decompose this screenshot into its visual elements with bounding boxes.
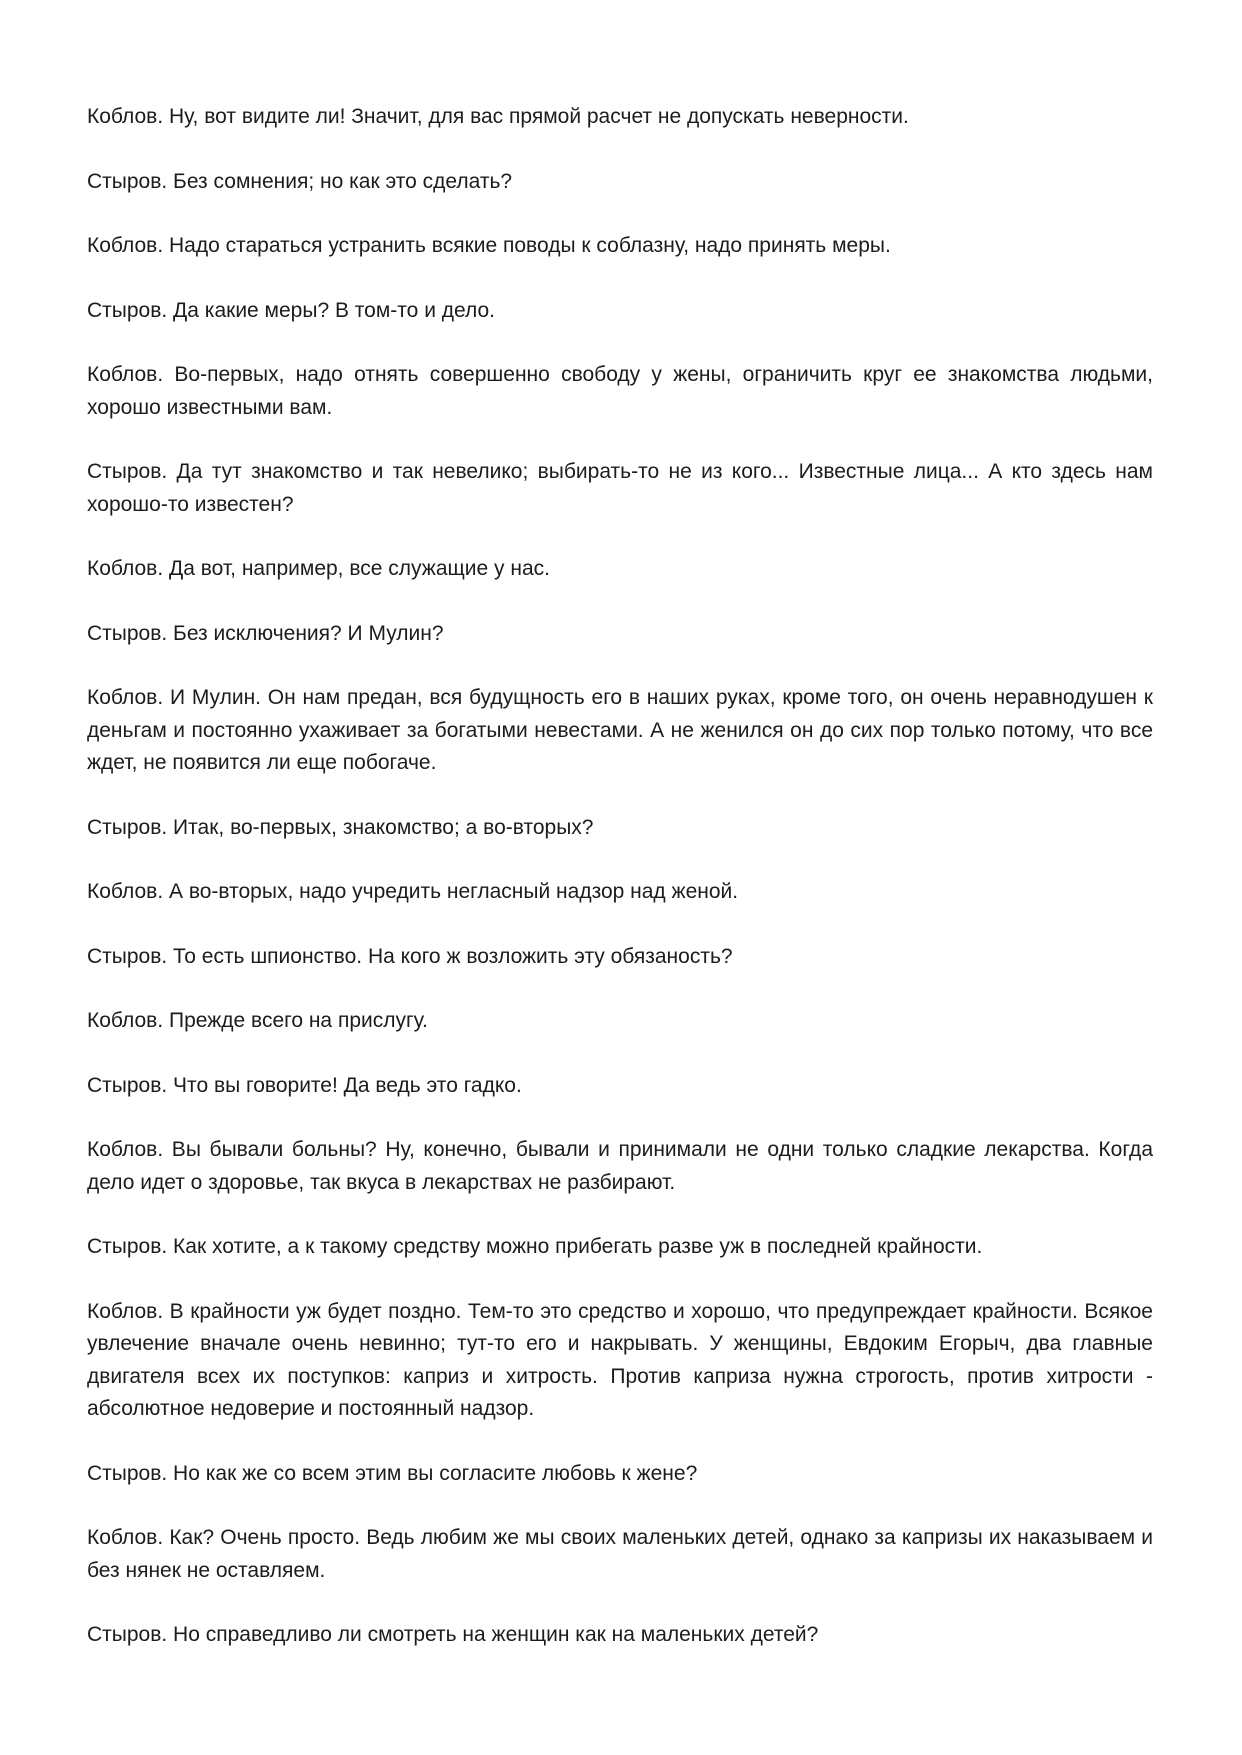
dialogue-paragraph: Коблов. Надо стараться устранить всякие поводы к соблазну, надо принять меры. — [87, 234, 891, 257]
dialogue-paragraph: Коблов. Ну, вот видите ли! Значит, для вас прямой расчет не допускать неверности. — [87, 105, 909, 128]
dialogue-paragraph: Коблов. И Мулин. Он нам предан, вся будущность его в наших руках, кроме того, он очень неравнодушен к деньгам и постоянно ухаживает за богатыми невестами. А не женился он до сих пор только потому, что все ждет, не появится ли еще побогаче. — [87, 686, 1153, 774]
dialogue-paragraph: Стыров. Как хотите, а к такому средству можно прибегать разве уж в последней крайности. — [87, 1235, 983, 1258]
dialogue-paragraph: Стыров. Что вы говорите! Да ведь это гадко. — [87, 1073, 522, 1097]
dialogue-paragraph: Коблов. Как? Очень просто. Ведь любим же мы своих маленьких детей, однако за капризы их наказываем и без нянек не оставляем. — [87, 1526, 1153, 1582]
document-page — [87, 101, 1153, 1684]
dialogue-paragraph: Коблов. Да вот, например, все служащие у нас. — [87, 557, 550, 580]
dialogue-paragraph: Стыров. Без исключения? И Мулин? — [87, 621, 444, 645]
dialogue-paragraph: Стыров. Итак, во-первых, знакомство; а во-вторых? — [87, 815, 594, 839]
dialogue-paragraph: Стыров. Но как же со всем этим вы согласите любовь к жене? — [87, 1461, 698, 1485]
dialogue-paragraph: Стыров. Без сомнения; но как это сделать? — [87, 169, 513, 193]
dialogue-paragraph: Стыров. Да тут знакомство и так невелико; выбирать-то не из кого... Известные лица... А кто здесь нам хорошо-то известен? — [87, 460, 1153, 516]
dialogue-paragraph: Коблов. Во-первых, надо отнять совершенно свободу у жены, ограничить круг ее знакомства людьми, хорошо известными вам. — [87, 363, 1153, 419]
dialogue-paragraph: Коблов. Вы бывали больны? Ну, конечно, бывали и принимали не одни только сладкие лекарства. Когда дело идет о здоровье, так вкуса в лекарствах не разбирают. — [87, 1138, 1153, 1194]
dialogue-paragraph: Стыров. То есть шпионство. На кого ж возложить эту обязаность? — [87, 944, 733, 968]
dialogue-paragraph: Коблов. А во-вторых, надо учредить негласный надзор над женой. — [87, 880, 739, 903]
dialogue-paragraph: Стыров. Да какие меры? В том-то и дело. — [87, 298, 495, 322]
dialogue-paragraph: Коблов. В крайности уж будет поздно. Тем-то это средство и хорошо, что предупреждает крайности. Всякое увлечение вначале очень невинно; тут-то его и накрывать. У женщины, Евдоким Егорыч, два главные двигателя всех их поступков: каприз и хитрость. Против каприза нужна строгость, против хитрости - абсолютное недоверие и постоянный надзор. — [87, 1299, 1153, 1420]
dialogue-paragraph: Стыров. Но справедливо ли смотреть на женщин как на маленьких детей? — [87, 1623, 819, 1646]
dialogue-paragraph: Коблов. Прежде всего на прислугу. — [87, 1009, 428, 1032]
